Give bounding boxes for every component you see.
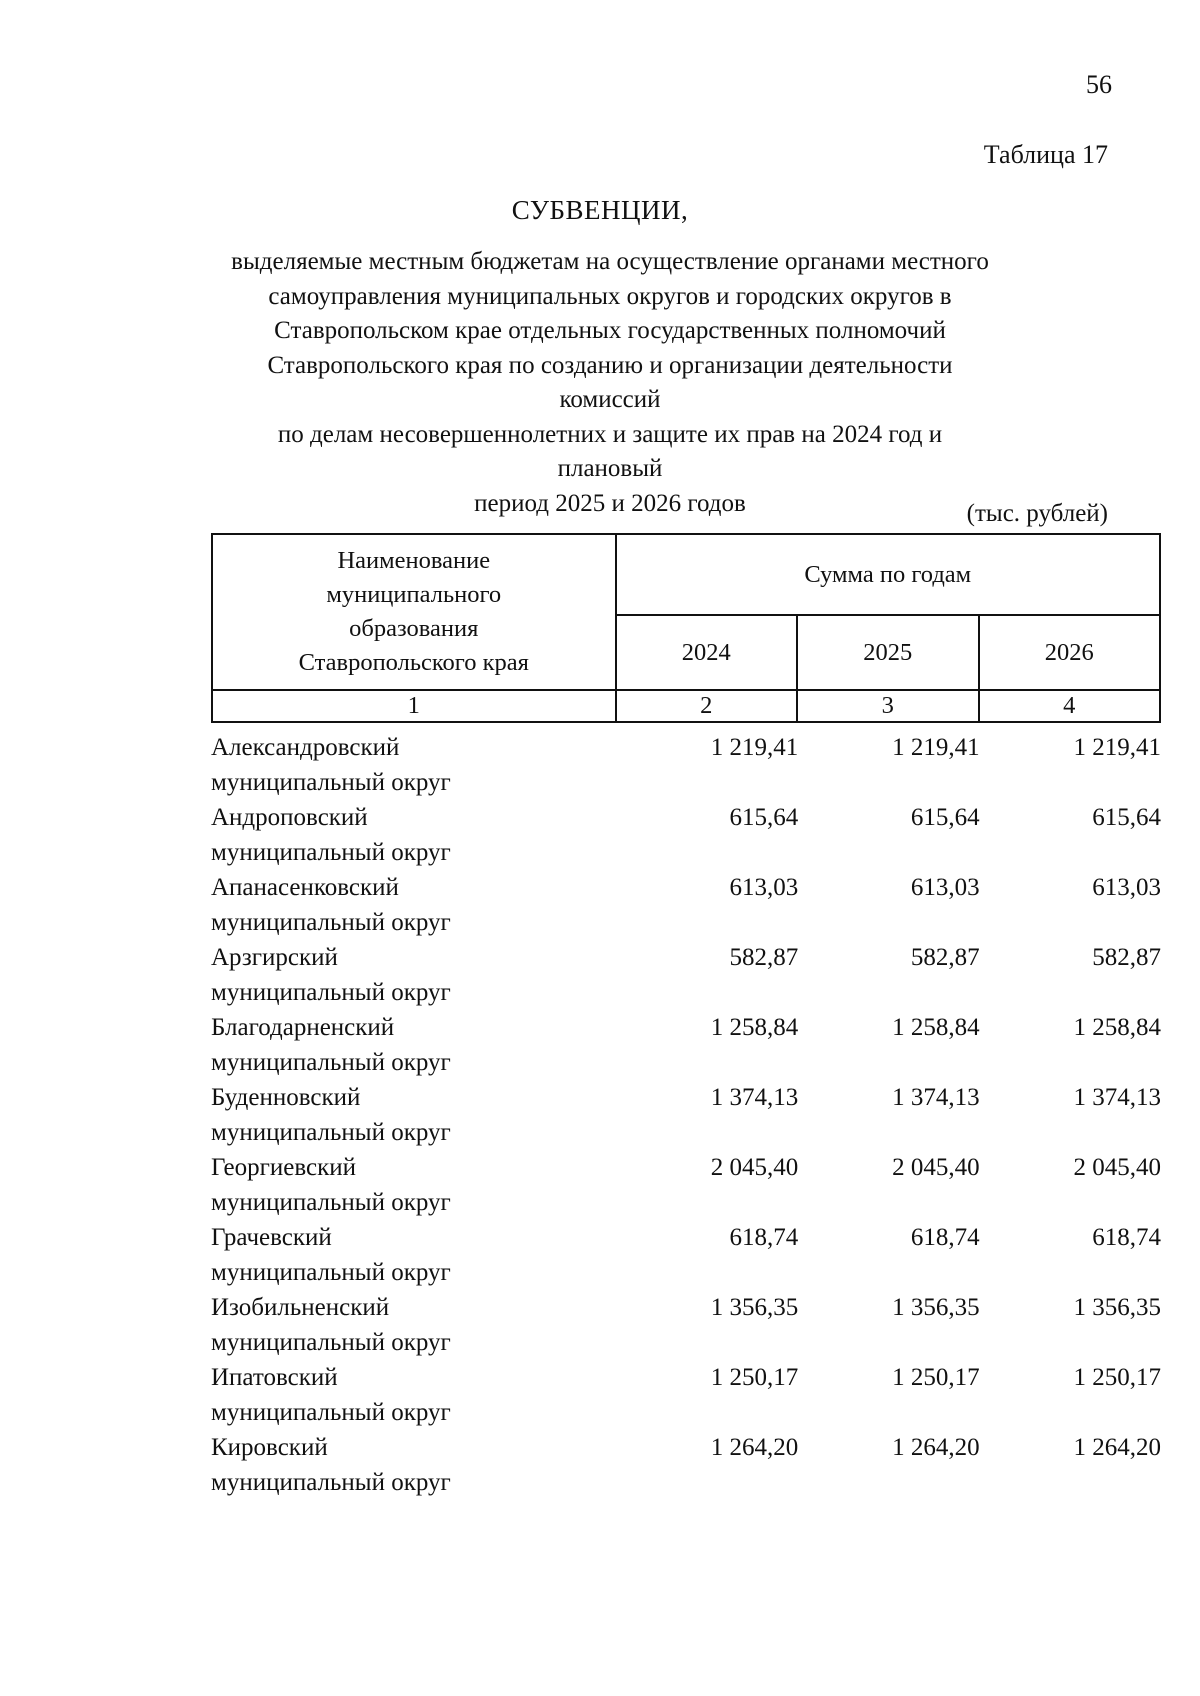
municipality-name: [211, 1080, 617, 1150]
value-2026: 1 264,20: [1073, 1434, 1161, 1461]
municipality-title: Ипатовский: [211, 1364, 338, 1391]
table-row: [211, 800, 1161, 870]
table-row: [211, 1010, 1161, 1080]
header-name-line: образования: [349, 615, 479, 642]
header-sum-by-years: Сумма по годам: [616, 534, 1160, 615]
municipality-title: Александровский: [211, 734, 400, 761]
value-2024: 2 045,40: [710, 1154, 799, 1181]
municipality-name: [211, 1360, 617, 1430]
header-year-2024: 2024: [616, 615, 797, 690]
document-subtitle: [225, 245, 995, 521]
municipality-name: [211, 870, 617, 940]
municipality-type: муниципальный округ: [211, 1399, 451, 1426]
value-2024: 1 250,17: [710, 1364, 799, 1391]
municipality-type: муниципальный округ: [211, 769, 451, 796]
municipality-title: Апанасенковский: [211, 874, 399, 901]
municipality-name: [211, 1220, 617, 1290]
header-year-2025: 2025: [797, 615, 978, 690]
municipality-name: [211, 940, 617, 1010]
municipality-title: Кировский: [211, 1434, 328, 1461]
value-2026: 1 356,35: [1073, 1294, 1161, 1321]
header-year-2026: 2026: [979, 615, 1161, 690]
municipality-name: [211, 1430, 617, 1500]
municipality-name: [211, 1010, 617, 1080]
value-2026: 1 258,84: [1073, 1014, 1161, 1041]
page-number: 56: [1086, 70, 1112, 99]
table-row: [211, 1080, 1161, 1150]
table-row: [211, 940, 1161, 1010]
document-title: СУБВЕНЦИИ,: [511, 195, 689, 225]
subtitle-line: Ставропольском крае отдельных государственных полномочий: [274, 317, 946, 344]
table-row: [211, 1360, 1161, 1430]
municipality-title: Георгиевский: [211, 1154, 357, 1181]
municipality-title: Грачевский: [211, 1224, 332, 1251]
value-2025: 1 258,84: [892, 1014, 980, 1041]
municipality-name: [211, 1150, 617, 1220]
value-2025: 1 219,41: [892, 734, 980, 761]
municipality-type: муниципальный округ: [211, 979, 451, 1006]
column-number: 3: [797, 690, 978, 722]
units-label: (тыс. рублей): [966, 500, 1108, 527]
value-2026: 582,87: [1092, 944, 1161, 971]
table-label: Таблица 17: [983, 140, 1108, 169]
subtitle-line: самоуправления муниципальных округов и городских округов в: [268, 282, 952, 310]
value-2024: 613,03: [729, 874, 799, 901]
municipality-name: [211, 1290, 617, 1360]
column-number: 2: [616, 690, 797, 722]
subtitle-line: по делам несовершеннолетних и защите их прав на 2024 год и плановый: [277, 420, 943, 482]
municipality-title: Андроповский: [211, 804, 368, 831]
subtitle-line: выделяемые местным бюджетам на осуществление органами местного: [231, 248, 989, 275]
municipality-type: муниципальный округ: [211, 839, 451, 866]
table-row: [211, 1290, 1161, 1360]
value-2024: 1 264,20: [710, 1434, 799, 1461]
municipality-type: муниципальный округ: [211, 1119, 451, 1146]
municipality-type: муниципальный округ: [211, 1259, 451, 1286]
column-number: 1: [212, 690, 616, 722]
value-2024: 615,64: [729, 804, 799, 831]
value-2025: 1 356,35: [892, 1294, 980, 1321]
header-name-line: Наименование: [337, 547, 491, 574]
municipality-type: муниципальный округ: [211, 1469, 451, 1496]
value-2026: 1 250,17: [1073, 1364, 1161, 1391]
value-2026: 2 045,40: [1073, 1154, 1161, 1181]
municipality-title: Арзгирский: [211, 944, 338, 971]
value-2024: 1 356,35: [710, 1294, 799, 1321]
table-row: [211, 1430, 1161, 1500]
header-municipality-name: [212, 534, 616, 690]
subtitle-line: период 2025 и 2026 годов: [474, 489, 746, 517]
value-2025: 582,87: [910, 944, 980, 971]
municipality-title: Буденновский: [211, 1084, 361, 1111]
value-2026: 1 374,13: [1073, 1084, 1161, 1111]
table-body: [211, 730, 1161, 1500]
municipality-type: муниципальный округ: [211, 909, 451, 936]
municipality-name: [211, 730, 617, 800]
municipality-name: [211, 800, 617, 870]
municipality-type: муниципальный округ: [211, 1329, 451, 1356]
value-2026: 615,64: [1092, 804, 1161, 831]
subtitle-line: Ставропольского края по созданию и организации деятельности комиссий: [267, 351, 953, 413]
value-2026: 618,74: [1092, 1224, 1161, 1251]
value-2024: 618,74: [729, 1224, 799, 1251]
value-2024: 1 258,84: [710, 1014, 799, 1041]
header-name-line: муниципального: [326, 581, 502, 608]
header-name-line: Ставропольского края: [298, 649, 529, 676]
value-2025: 1 264,20: [892, 1434, 980, 1461]
value-2025: 618,74: [910, 1224, 980, 1251]
table-row: [211, 1150, 1161, 1220]
value-2026: 613,03: [1092, 874, 1161, 901]
value-2025: 2 045,40: [892, 1154, 980, 1181]
municipality-type: муниципальный округ: [211, 1049, 451, 1076]
table-row: [211, 730, 1161, 800]
value-2025: 613,03: [910, 874, 980, 901]
value-2024: 1 374,13: [710, 1084, 799, 1111]
municipality-title: Изобильненский: [211, 1294, 390, 1321]
table-header: [211, 533, 1161, 723]
municipality-title: Благодарненский: [211, 1014, 395, 1041]
value-2024: 582,87: [729, 944, 799, 971]
column-number: 4: [979, 690, 1161, 722]
value-2024: 1 219,41: [710, 734, 799, 761]
value-2025: 615,64: [910, 804, 980, 831]
value-2026: 1 219,41: [1073, 734, 1161, 761]
table-row: [211, 870, 1161, 940]
value-2025: 1 250,17: [892, 1364, 980, 1391]
value-2025: 1 374,13: [892, 1084, 980, 1111]
municipality-type: муниципальный округ: [211, 1189, 451, 1216]
table-row: [211, 1220, 1161, 1290]
